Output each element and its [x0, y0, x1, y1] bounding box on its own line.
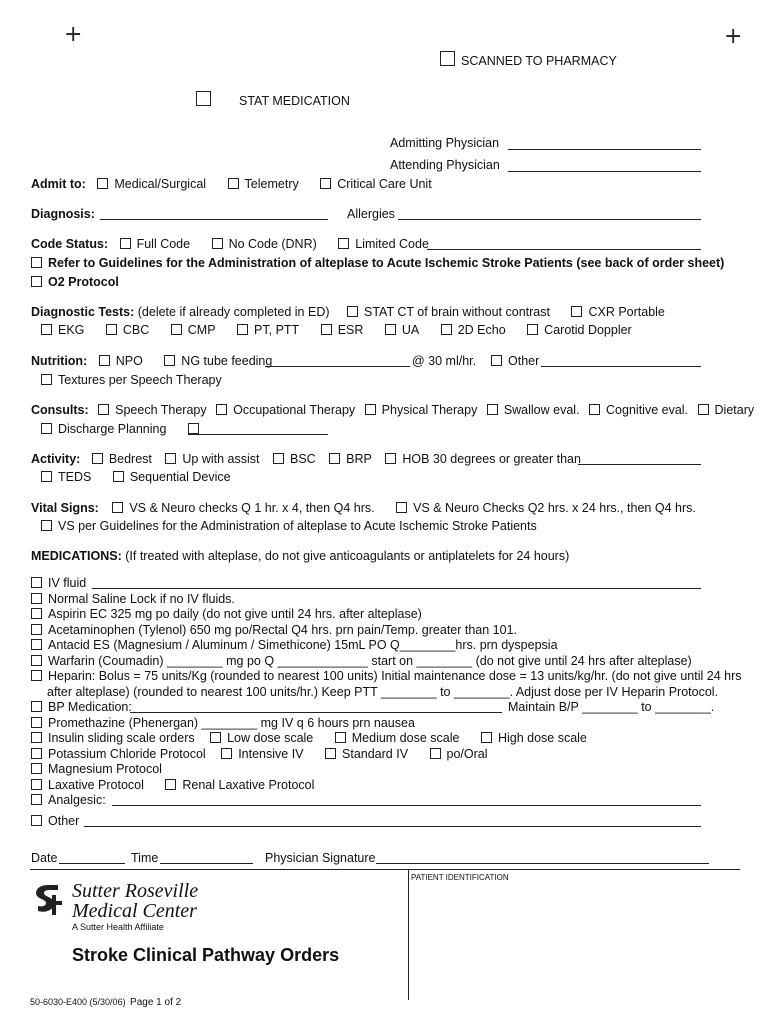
limited-code-field[interactable] [427, 249, 701, 250]
med-other[interactable]: Other [31, 814, 79, 829]
checkbox[interactable] [31, 815, 42, 826]
med-aspirin[interactable]: Aspirin EC 325 mg po daily (do not give until 24 hrs. after alteplase) [31, 607, 422, 622]
checkbox[interactable] [171, 324, 182, 335]
patient-identification-label: PATIENT IDENTIFICATION [411, 873, 509, 882]
textures-option[interactable]: Textures per Speech Therapy [41, 373, 222, 388]
nutrition-other[interactable]: Other [491, 354, 539, 369]
med-analgesic[interactable]: Analgesic: [31, 793, 106, 808]
med-antacid[interactable]: Antacid ES (Magnesium / Aluminum / Simethicone) 15mL PO Q________hrs. prn dyspepsia [31, 638, 558, 653]
date-label: Date [31, 851, 58, 865]
checkbox[interactable] [441, 324, 452, 335]
checkbox[interactable] [228, 178, 239, 189]
checkbox[interactable] [589, 404, 600, 415]
checkbox[interactable] [440, 51, 455, 66]
checkbox[interactable] [97, 178, 108, 189]
checkbox[interactable] [325, 748, 336, 759]
checkbox[interactable] [338, 238, 349, 249]
date-field[interactable] [59, 863, 125, 864]
checkbox[interactable] [396, 502, 407, 513]
checkbox[interactable] [41, 423, 52, 434]
admit-row: Admit to: Medical/Surgical Telemetry Critical Care Unit [31, 177, 432, 191]
med-promethazine[interactable]: Promethazine (Phenergan) ________ mg IV q 6 hours prn nausea [31, 716, 415, 731]
checkbox[interactable] [329, 453, 340, 464]
checkbox[interactable] [321, 324, 332, 335]
nutrition-other-field[interactable] [541, 366, 701, 367]
med-heparin[interactable]: Heparin: Bolus = 75 units/Kg (rounded to nearest 100 units) Initial maintenance dose = 13 units/kg/hr. (do not give until 24 hrs [31, 669, 741, 684]
code-status-row: Code Status: Full Code No Code (DNR) Limited Code [31, 237, 429, 251]
diagnostic-tests-row2: EKG CBC CMP PT, PTT ESR UA 2D Echo Carotid Doppler [41, 323, 632, 338]
org-name-line1: Sutter Roseville [72, 880, 199, 902]
checkbox[interactable] [92, 453, 103, 464]
allergies-label: Allergies [347, 207, 395, 221]
checkbox[interactable] [31, 624, 42, 635]
discharge-planning-option[interactable]: Discharge Planning [41, 422, 205, 437]
checkbox[interactable] [481, 732, 492, 743]
checkbox[interactable] [31, 639, 42, 650]
checkbox[interactable] [164, 355, 175, 366]
time-label: Time [131, 851, 159, 865]
activity-row2: TEDS Sequential Device [41, 470, 231, 485]
consults-row: Consults: Speech Therapy Occupational Therapy Physical Therapy Swallow eval. Cognitive eval. Dietary [31, 403, 755, 417]
checkbox[interactable] [273, 453, 284, 464]
org-name-line2: Medical Center [72, 900, 197, 922]
admitting-physician-field[interactable] [508, 149, 701, 150]
checkbox[interactable] [365, 404, 376, 415]
med-other-field[interactable] [84, 826, 701, 827]
vital-signs-guidelines[interactable]: VS per Guidelines for the Administration of alteplase to Acute Ischemic Stroke Patients [41, 519, 537, 534]
checkbox[interactable] [31, 779, 42, 790]
checkbox[interactable] [113, 471, 124, 482]
scanned-to-pharmacy[interactable]: SCANNED TO PHARMACY [440, 51, 617, 69]
checkbox[interactable] [385, 453, 396, 464]
checkbox[interactable] [41, 520, 52, 531]
checkbox[interactable] [31, 670, 42, 681]
affiliate-text: A Sutter Health Affiliate [72, 922, 164, 932]
registration-mark: + [64, 22, 83, 47]
med-heparin-cont: after alteplase) (rounded to nearest 100 units/hr.) Keep PTT ________ to ________. Adjust dose per IV Heparin Protocol. [47, 685, 719, 699]
checkbox[interactable] [31, 748, 42, 759]
checkbox[interactable] [41, 374, 52, 385]
medications-header: MEDICATIONS: (If treated with alteplase, do not give anticoagulants or antiplatelets for 24 hours) [31, 549, 570, 563]
checkbox[interactable] [99, 355, 110, 366]
checkbox[interactable] [527, 324, 538, 335]
checkbox[interactable] [237, 324, 248, 335]
checkbox[interactable] [320, 178, 331, 189]
stat-medication[interactable]: STAT MEDICATION [196, 91, 350, 109]
checkbox[interactable] [98, 404, 109, 415]
checkbox[interactable] [31, 763, 42, 774]
ng-feeding-field[interactable] [265, 366, 410, 367]
footer-divider [30, 869, 740, 870]
sutter-logo-icon [30, 883, 66, 924]
med-warfarin[interactable]: Warfarin (Coumadin) ________ mg po Q _____________ start on ________ (do not give until 24 hrs after alteplase) [31, 654, 692, 669]
checkbox[interactable] [487, 404, 498, 415]
registration-mark: + [724, 24, 743, 49]
attending-physician-field[interactable] [508, 171, 701, 172]
checkbox[interactable] [31, 732, 42, 743]
checkbox[interactable] [196, 91, 211, 106]
med-acetaminophen[interactable]: Acetaminophen (Tylenol) 650 mg po/Rectal Q4 hrs. prn pain/Temp. greater than 101. [31, 623, 517, 638]
checkbox[interactable] [430, 748, 441, 759]
checkbox[interactable] [31, 655, 42, 666]
checkbox[interactable] [31, 577, 42, 588]
bp-maintain: Maintain B/P ________ to ________. [508, 700, 715, 714]
checkbox[interactable] [347, 306, 358, 317]
diagnosis-field[interactable] [100, 219, 328, 220]
checkbox[interactable] [221, 748, 232, 759]
allergies-field[interactable] [398, 219, 701, 220]
med-magnesium[interactable]: Magnesium Protocol [31, 762, 162, 777]
bp-med-field[interactable] [130, 712, 502, 713]
checkbox[interactable] [335, 732, 346, 743]
physician-signature-label: Physician Signature [265, 851, 376, 865]
checkbox[interactable] [31, 608, 42, 619]
form-footer: 50-6030-E400 (5/30/06) Page 1 of 2 [30, 997, 182, 1008]
analgesic-field[interactable] [112, 805, 701, 806]
time-field[interactable] [160, 863, 253, 864]
checkbox[interactable] [212, 238, 223, 249]
checkbox[interactable] [165, 779, 176, 790]
checkbox[interactable] [31, 276, 42, 287]
iv-fluid-field[interactable] [92, 588, 701, 589]
checkbox[interactable] [106, 324, 117, 335]
form-title: Stroke Clinical Pathway Orders [72, 945, 340, 965]
checkbox[interactable] [120, 238, 131, 249]
checkbox[interactable] [210, 732, 221, 743]
checkbox[interactable] [41, 471, 52, 482]
med-insulin: Insulin sliding scale orders Low dose scale Medium dose scale High dose scale [31, 731, 587, 746]
checkbox[interactable] [188, 423, 199, 434]
nutrition-rate: @ 30 ml/hr. [412, 354, 477, 368]
activity-row1: Activity: Bedrest Up with assist BSC BRP HOB 30 degrees or greater than [31, 452, 581, 466]
checkbox[interactable] [31, 717, 42, 728]
checkbox[interactable] [165, 453, 176, 464]
diagnostic-tests-row1: Diagnostic Tests: (delete if already completed in ED) STAT CT of brain without contrast CXR Portable [31, 305, 665, 319]
physician-signature-field[interactable] [376, 863, 709, 864]
checkbox[interactable] [112, 502, 123, 513]
attending-physician-label: Attending Physician [390, 158, 500, 172]
checkbox[interactable] [385, 324, 396, 335]
consult-other-field[interactable] [188, 434, 328, 435]
checkbox[interactable] [491, 355, 502, 366]
hob-field[interactable] [578, 464, 701, 465]
admitting-physician-label: Admitting Physician [390, 136, 500, 150]
med-laxative: Laxative Protocol Renal Laxative Protocol [31, 778, 314, 793]
med-potassium: Potassium Chloride Protocol Intensive IV Standard IV po/Oral [31, 747, 488, 762]
checkbox[interactable] [31, 701, 42, 712]
patient-id-divider [408, 869, 409, 1000]
checkbox[interactable] [41, 324, 52, 335]
med-bp[interactable]: BP Medication: [31, 700, 132, 715]
guidelines-option[interactable]: Refer to Guidelines for the Administration of alteplase to Acute Ischemic Stroke Patients (see back of order sheet) [31, 256, 724, 271]
checkbox[interactable] [31, 257, 42, 268]
checkbox[interactable] [31, 593, 42, 604]
med-saline[interactable]: Normal Saline Lock if no IV fluids. [31, 592, 235, 607]
vital-signs-row1: Vital Signs: VS & Neuro checks Q 1 hr. x 4, then Q4 hrs. VS & Neuro Checks Q2 hrs. x 24 hrs., then Q4 hrs. [31, 501, 696, 515]
checkbox[interactable] [31, 794, 42, 805]
checkbox[interactable] [216, 404, 227, 415]
checkbox[interactable] [571, 306, 582, 317]
nutrition-row: Nutrition: NPO NG tube feeding [31, 354, 273, 368]
o2-protocol-option[interactable]: O2 Protocol [31, 275, 119, 290]
med-iv-fluid[interactable]: IV fluid [31, 576, 86, 591]
diagnosis-label: Diagnosis: [31, 207, 95, 221]
checkbox[interactable] [698, 404, 709, 415]
